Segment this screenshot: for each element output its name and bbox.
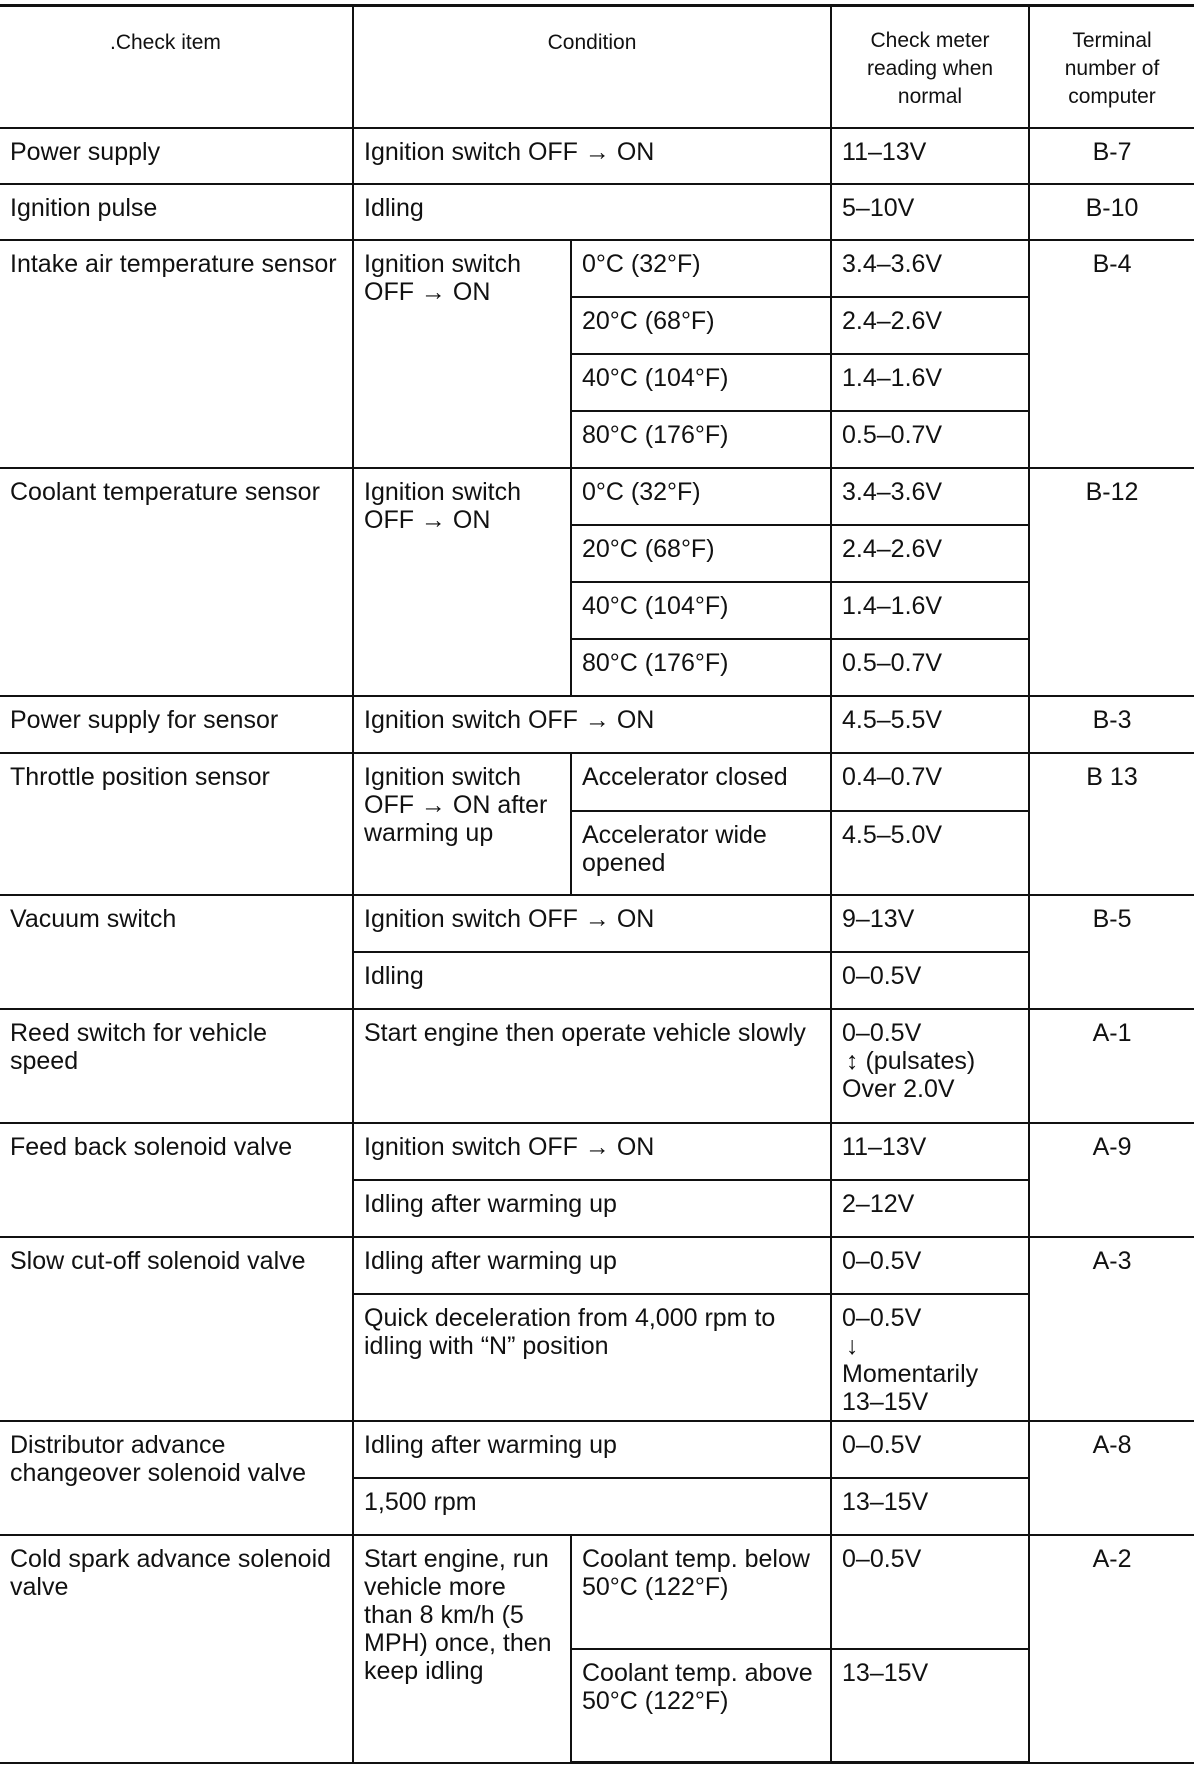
temperature: 80°C (176°F)	[571, 411, 831, 468]
reading: 2–12V	[831, 1180, 1029, 1237]
check-item: Distributor advance changeover solenoid valve	[0, 1421, 353, 1535]
reading: 0–0.5V	[831, 1421, 1029, 1478]
reading: 0–0.5V	[831, 952, 1029, 1009]
condition: Start engine then operate vehicle slowly	[353, 1009, 831, 1123]
temperature: 20°C (68°F)	[571, 525, 831, 582]
table-row	[0, 128, 1194, 184]
header-condition: Condition	[353, 6, 831, 128]
sub-condition: Accelerator wide opened	[571, 811, 831, 895]
reading: 9–13V	[831, 895, 1029, 952]
terminal: B 13	[1029, 753, 1194, 895]
table-header-row	[0, 6, 1194, 128]
table-row	[0, 1009, 1194, 1123]
reading: 11–13V	[831, 128, 1029, 184]
header-check-item: .Check item	[0, 6, 353, 128]
table-row	[0, 468, 1194, 525]
check-item: Slow cut-off solenoid valve	[0, 1237, 353, 1421]
condition: Idling after warming up	[353, 1180, 831, 1237]
reading: 3.4–3.6V	[831, 240, 1029, 297]
terminal: A-2	[1029, 1535, 1194, 1763]
terminal: A-3	[1029, 1237, 1194, 1421]
sub-condition: Coolant temp. below 50°C (122°F)	[571, 1535, 831, 1649]
condition: Ignition switch OFF → ON after warming up	[353, 753, 571, 895]
temperature: 80°C (176°F)	[571, 639, 831, 696]
table-row	[0, 1237, 1194, 1294]
table-row	[0, 696, 1194, 753]
check-item: Feed back solenoid valve	[0, 1123, 353, 1237]
reading: 4.5–5.0V	[831, 811, 1029, 895]
table-row	[0, 1123, 1194, 1180]
check-item: Vacuum switch	[0, 895, 353, 1009]
check-item: Power supply for sensor	[0, 696, 353, 753]
terminal: B-7	[1029, 128, 1194, 184]
condition: Idling	[353, 184, 831, 240]
temperature: 20°C (68°F)	[571, 297, 831, 354]
reading: 2.4–2.6V	[831, 297, 1029, 354]
sub-condition: Accelerator closed	[571, 753, 831, 811]
terminal: A-8	[1029, 1421, 1194, 1535]
condition: Idling after warming up	[353, 1237, 831, 1294]
condition: Idling after warming up	[353, 1421, 831, 1478]
condition: Ignition switch OFF → ON	[353, 468, 571, 696]
terminal: B-10	[1029, 184, 1194, 240]
reading: 2.4–2.6V	[831, 525, 1029, 582]
check-item: Throttle position sensor	[0, 753, 353, 895]
terminal: B-4	[1029, 240, 1194, 468]
check-item: Power supply	[0, 128, 353, 184]
check-item: Cold spark advance solenoid valve	[0, 1535, 353, 1763]
check-item: Reed switch for vehicle speed	[0, 1009, 353, 1123]
reading: 13–15V	[831, 1478, 1029, 1535]
reading: 0–0.5V	[842, 1018, 922, 1047]
reading: 0.5–0.7V	[831, 639, 1029, 696]
condition: Start engine, run vehicle more than 8 km/h (5 MPH) once, then keep idling	[353, 1535, 571, 1763]
condition: Ignition switch OFF → ON	[353, 1123, 831, 1180]
reading: 0.5–0.7V	[831, 411, 1029, 468]
temperature: 40°C (104°F)	[571, 582, 831, 639]
reading: 0–0.5V	[842, 1303, 922, 1332]
terminal: B-5	[1029, 895, 1194, 1009]
table-row	[0, 240, 1194, 297]
condition: Quick deceleration from 4,000 rpm to idling with “N” position	[353, 1294, 831, 1421]
condition: Ignition switch OFF → ON	[353, 128, 831, 184]
reading: 13–15V	[831, 1649, 1029, 1763]
reading-block	[831, 1009, 1029, 1123]
table-row	[0, 895, 1194, 952]
table-row	[0, 1421, 1194, 1478]
condition: Idling	[353, 952, 831, 1009]
temperature: 0°C (32°F)	[571, 240, 831, 297]
sub-condition: Coolant temp. above 50°C (122°F)	[571, 1649, 831, 1763]
condition: Ignition switch OFF → ON	[353, 240, 571, 468]
check-item: Ignition pulse	[0, 184, 353, 240]
reading: 1.4–1.6V	[831, 582, 1029, 639]
pulsates-note: ↕ (pulsates)	[846, 1046, 976, 1075]
terminal: B-12	[1029, 468, 1194, 696]
reading: 3.4–3.6V	[831, 468, 1029, 525]
header-reading: Check meter reading when normal	[831, 6, 1029, 128]
table-row	[0, 753, 1194, 811]
reading-block	[831, 1294, 1029, 1421]
terminal: A-9	[1029, 1123, 1194, 1237]
condition: Ignition switch OFF → ON	[353, 895, 831, 952]
reading: 11–13V	[831, 1123, 1029, 1180]
terminal: B-3	[1029, 696, 1194, 753]
reading: 1.4–1.6V	[831, 354, 1029, 411]
check-item: Intake air temperature sensor	[0, 240, 353, 468]
reading: 0.4–0.7V	[831, 753, 1029, 811]
service-manual-page	[0, 4, 1194, 1780]
down-arrow-icon: ↓	[846, 1331, 859, 1360]
table-row	[0, 1535, 1194, 1649]
table-row	[0, 184, 1194, 240]
reading: 4.5–5.5V	[831, 696, 1029, 753]
temperature: 0°C (32°F)	[571, 468, 831, 525]
reading: Momentarily 13–15V	[842, 1359, 979, 1416]
reading: 0–0.5V	[831, 1535, 1029, 1649]
reading: 5–10V	[831, 184, 1029, 240]
condition: Ignition switch OFF → ON	[353, 696, 831, 753]
temperature: 40°C (104°F)	[571, 354, 831, 411]
terminal: A-1	[1029, 1009, 1194, 1123]
reading: 0–0.5V	[831, 1237, 1029, 1294]
check-table	[0, 4, 1194, 1764]
header-terminal: Terminal number of computer	[1029, 6, 1194, 128]
reading: Over 2.0V	[842, 1074, 955, 1103]
check-item: Coolant temperature sensor	[0, 468, 353, 696]
condition: 1,500 rpm	[353, 1478, 831, 1535]
